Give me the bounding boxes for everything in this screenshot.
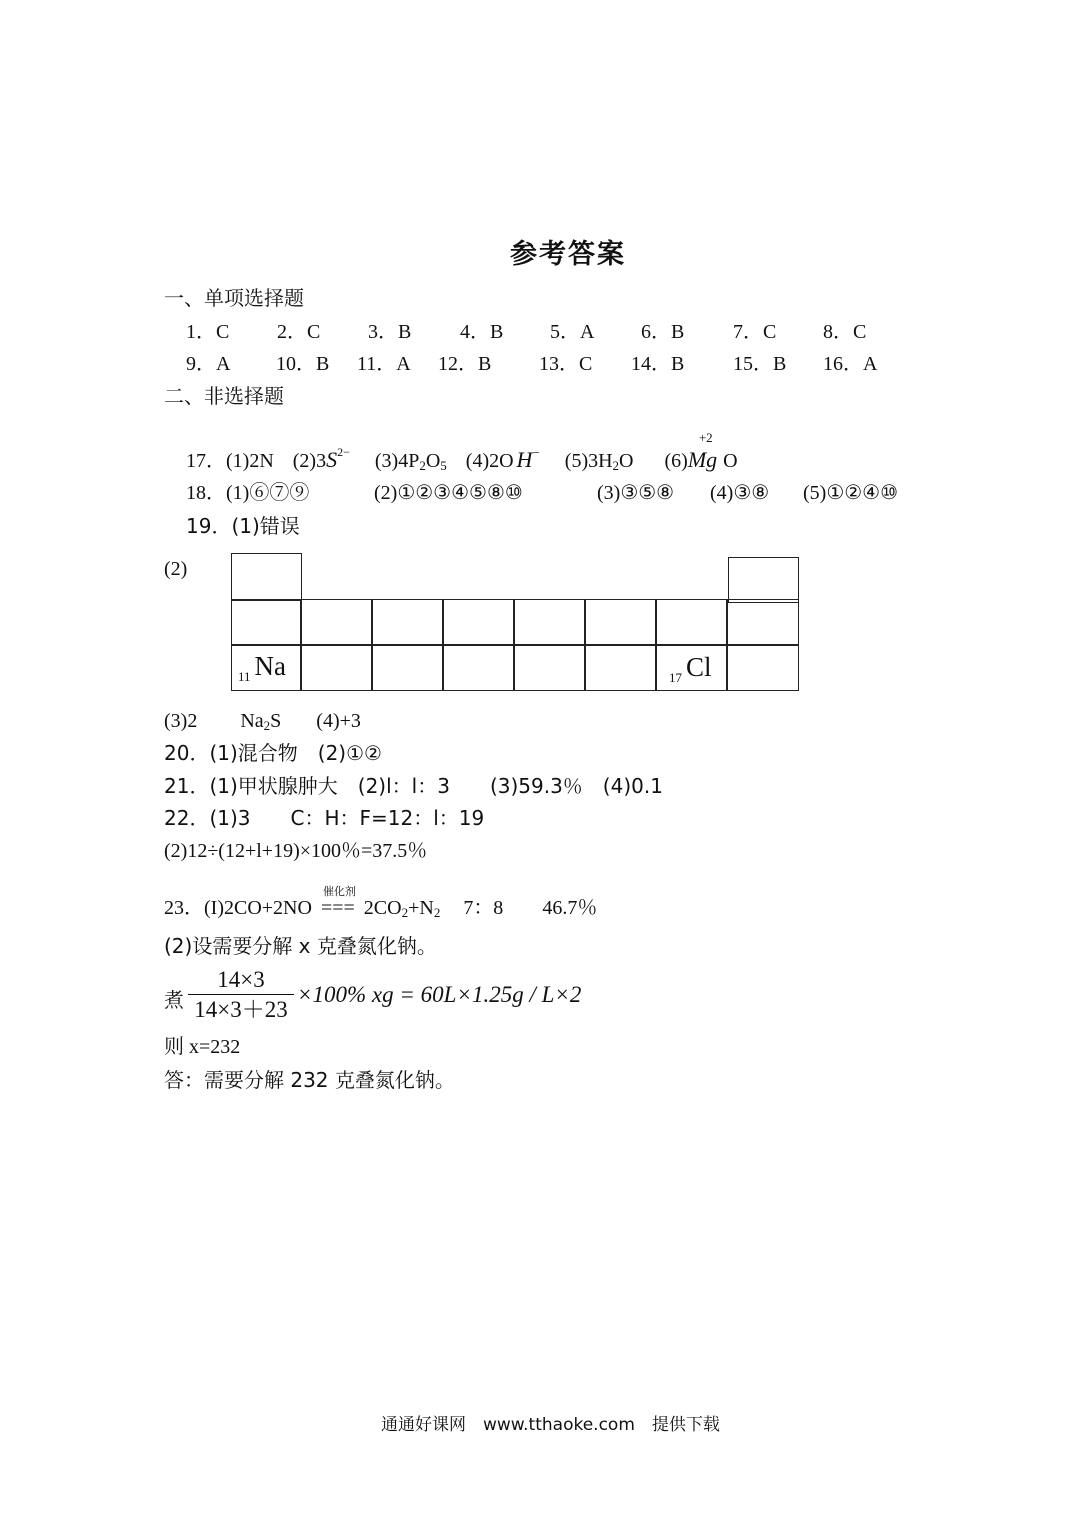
table-cell [655,599,728,646]
fraction [186,966,296,1025]
catalyst-label: 催化剂 [322,885,356,898]
mc-answer: 2．C [277,321,321,343]
q17-part-6: (6) +2 Mg O [665,450,738,472]
q18-part-5: (5)①②④⑩ [803,482,899,504]
element-symbol: Na [254,651,287,681]
mc-answer: 6．B [641,321,685,343]
mc-answer: 1．C [186,321,230,343]
table-cell [584,599,657,646]
mc-answer: 15．B [733,353,787,375]
q17-part-4: (4)2O H− [465,445,540,472]
q17-answer-line [186,430,738,478]
page-title: 参考答案 [510,239,626,270]
q23-reactants: 23．(I)2CO+2NO [164,897,312,919]
page-footer: 通通好课网 www.tthaoke.com 提供下载 [381,1415,720,1435]
section-heading-choice: 一、单项选择题 [164,286,304,310]
reaction-arrow: 催化剂 === [321,896,355,920]
mc-answer: 13．C [539,353,593,375]
q23-ratio: 7：8 [463,897,504,919]
mc-answers-row-1 [0,320,1087,344]
element-symbol: Cl [686,652,712,682]
q18-part-3: (3)③⑤⑧ [597,482,675,504]
question-number: 18． [186,482,226,504]
mc-answer: 7．C [733,321,777,343]
table-cell [300,644,373,691]
table-cell [728,557,799,603]
q17-part-3: $(3)4P_2O_5$ [374,450,447,473]
q19-line-1: 19．(1)错误 [186,514,300,538]
q17-part-5: $(5)3H_2O$ [564,450,634,473]
mc-answer: 12．B [438,353,492,375]
table-cell [513,644,586,691]
q19-part-3: (3)2 [164,710,198,732]
section-heading-nonchoice: 二、非选择题 [164,384,284,408]
q19-part-4: (4)+3 [316,710,361,732]
q19-formula: $Na_2S$ [240,710,282,733]
fraction-denominator: 14×3＋23 [194,997,288,1022]
table-cell [231,553,302,601]
q22-answer-line-1: 22．(1)3 C：H：F=12：l：19 [164,806,485,830]
table-cell [726,599,799,646]
q18-part-2: (2)①②③④⑤⑧⑩ [374,482,523,504]
mc-answer: 3．B [368,321,412,343]
mc-answer: 9．A [186,353,231,375]
q17-part-1: (1)2N [226,450,274,472]
q23-line-5: 答：需要分解 232 克叠氮化钠。 [164,1068,455,1092]
table-cell [231,599,302,646]
q18-answer-line [186,481,309,505]
q20-answer-line: 20．(1)混合物 (2)①② [164,741,382,765]
q17-part-2: $(2)3S^{2-}$ [292,445,350,472]
q19-part-2-label: (2) [164,558,188,580]
atomic-number: 17 [669,670,682,685]
table-cell [371,599,444,646]
q18-part-4: (4)③⑧ [710,482,770,504]
q23-equation-line [164,885,598,925]
table-cell [442,644,515,691]
table-cell-sodium [231,644,302,691]
periodic-table-grid [231,553,799,691]
q23-line-4: 则 x=232 [164,1036,241,1058]
mc-answer: 14．B [631,353,685,375]
q19-line-3 [164,709,361,738]
q23-fraction-equation [164,966,664,1030]
table-cell [300,599,373,646]
q23-line-2: (2)设需要分解 x 克叠氮化钠。 [164,934,437,958]
mc-answer: 4．B [460,321,504,343]
charge-label: +2 [698,430,713,445]
table-cell [726,644,799,691]
mc-answer: 16．A [823,353,878,375]
q23-prefix: 煮 [164,988,184,1012]
q21-answer-line: 21．(1)甲状腺肿大 (2)l：l：3 (3)59.3％ (4)0.1 [164,774,663,798]
q22-answer-line-2: (2)12÷(12+l+19)×100％=37.5％ [164,840,428,862]
table-cell [584,644,657,691]
table-cell [513,599,586,646]
q23-equation-rest: ×100% xg = 60L×1.25g / L×2 [297,982,582,1007]
mc-answer: 8．C [823,321,867,343]
mc-answer: 11．A [357,353,411,375]
fraction-numerator: 14×3 [217,967,265,992]
q23-products: $2CO_2+N_2$ [363,897,441,920]
table-cell-chlorine [655,644,728,691]
atomic-number: 11 [238,669,251,684]
q23-percent: 46.7％ [542,897,598,919]
table-cell [442,599,515,646]
mc-answers-row-2 [0,352,1087,376]
table-cell [371,644,444,691]
question-number: 17． [186,450,226,472]
q18-part-1: (1)⑥⑦⑨ [226,482,310,504]
mc-answer: 10．B [276,353,330,375]
mc-answer: 5．A [550,321,595,343]
